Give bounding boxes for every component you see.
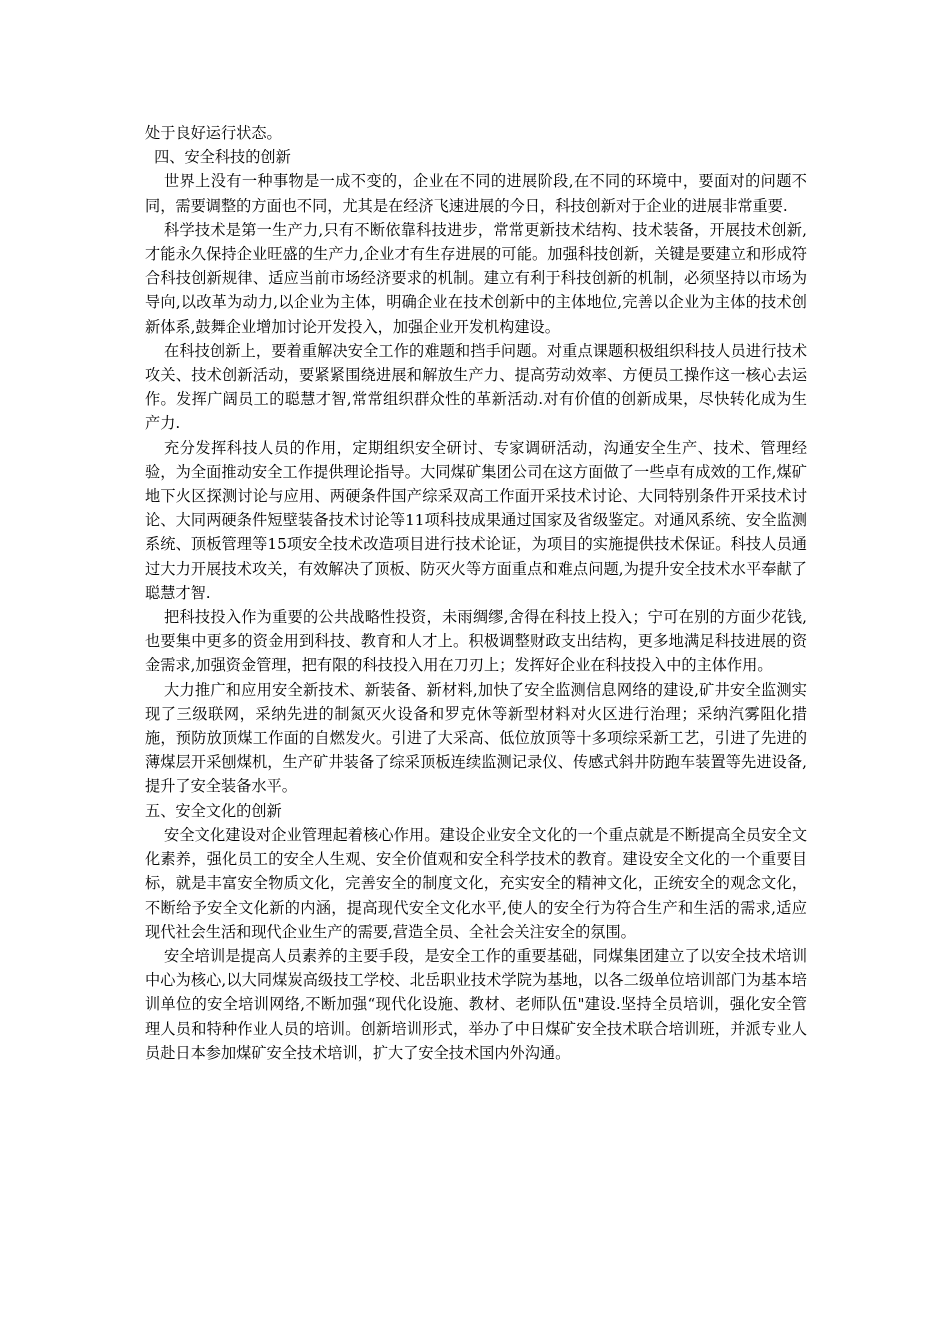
paragraph: 世界上没有一种事物是一成不变的，企业在不同的进展阶段,在不同的环境中，要面对的问题不同，需要调整的方面也不同，尤其是在经济飞速进展的今日，科技创新对于企业的进展非常重要.: [145, 172, 807, 215]
paragraph: 充分发挥科技人员的作用，定期组织安全研讨、专家调研活动，沟通安全生产、技术、管理经验，为全面推动安全工作提供理论指导。大同煤矿集团公司在这方面做了一些卓有成效的工作,煤矿地下火区探测讨论与应用、两硬条件国产综采双高工作面开采技术讨论、大同特别条件开采技术讨论、大同两硬条件短壁装备技术讨论等11项科技成果通过国家及省级鉴定。对通风系统、安全监测系统、顶板管理等15项安全技术改造项目进行技术论证，为项目的实施提供技术保证。科技人员通过大力开展技术攻关，有效解决了顶板、防灭火等方面重点和难点问题,为提升安全技术水平奉献了聪慧才智.: [145, 438, 807, 602]
paragraph: 安全培训是提高人员素养的主要手段，是安全工作的重要基础，同煤集团建立了以安全技术培训中心为核心,以大同煤炭高级技工学校、北岳职业技术学院为基地，以各二级单位培训部门为基本培训单位的安全培训网络,不断加强“现代化设施、教材、老师队伍"建设.坚持全员培训，强化安全管理人员和特种作业人员的培训。创新培训形式，举办了中日煤矿安全技术联合培训班，并派专业人员赴日本参加煤矿安全技术培训，扩大了安全技术国内外沟通。: [145, 946, 807, 1062]
paragraph: 安全文化建设对企业管理起着核心作用。建设企业安全文化的一个重点就是不断提高全员安全文化素养，强化员工的安全人生观、安全价值观和安全科学技术的教育。建设安全文化的一个重要目标，就是丰富安全物质文化，完善安全的制度文化，充实安全的精神文化，正统安全的观念文化，不断给予安全文化新的内涵，提高现代安全文化水平,使人的安全行为符合生产和生活的需求,适应现代社会生活和现代企业生产的需要,营造全员、全社会关注安全的氛围。: [145, 825, 807, 941]
paragraph: 大力推广和应用安全新技术、新装备、新材料,加快了安全监测信息网络的建设,矿井安全监测实现了三级联网，采纳先进的制氮灭火设备和罗克休等新型材料对火区进行治理；采纳汽雾阻化措施，预防放顶煤工作面的自燃发火。引进了大采高、低位放顶等十多项综采新工艺，引进了先进的薄煤层开采刨煤机，生产矿井装备了综采顶板连续监测记录仪、传感式斜井防跑车装置等先进设备,提升了安全装备水平。: [145, 680, 807, 796]
section-heading-5: 五、安全文化的创新: [145, 801, 282, 820]
paragraph: 把科技投入作为重要的公共战略性投资，未雨绸缪,舍得在科技上投入；宁可在别的方面少花钱,也要集中更多的资金用到科技、教育和人才上。积极调整财政支出结构，更多地满足科技进展的资金需求,加强资金管理，把有限的科技投入用在刀刃上；发挥好企业在科技投入中的主体作用。: [145, 608, 807, 675]
paragraph: 在科技创新上，要着重解决安全工作的难题和挡手问题。对重点课题积极组织科技人员进行技术攻关、技术创新活动，要紧紧围绕进展和解放生产力、提高劳动效率、方便员工操作这一核心去运作。发挥广阔员工的聪慧才智,常常组织群众性的革新活动.对有价值的创新成果，尽快转化成为生产力.: [145, 341, 807, 433]
section-heading-4: 四、安全科技的创新: [154, 148, 291, 167]
document-body: [145, 121, 807, 1065]
paragraph-continuation: 处于良好运行状态。: [145, 124, 282, 142]
paragraph: 科学技术是第一生产力,只有不断依靠科技进步，常常更新技术结构、技术装备，开展技术创新,才能永久保持企业旺盛的生产力,企业才有生存进展的可能。加强科技创新，关键是要建立和形成符合科技创新规律、适应当前市场经济要求的机制。建立有利于科技创新的机制，必须坚持以市场为导向,以改革为动力,以企业为主体，明确企业在技术创新中的主体地位,完善以企业为主体的技术创新体系,鼓舞企业增加讨论开发投入，加强企业开发机构建设。: [145, 220, 807, 336]
